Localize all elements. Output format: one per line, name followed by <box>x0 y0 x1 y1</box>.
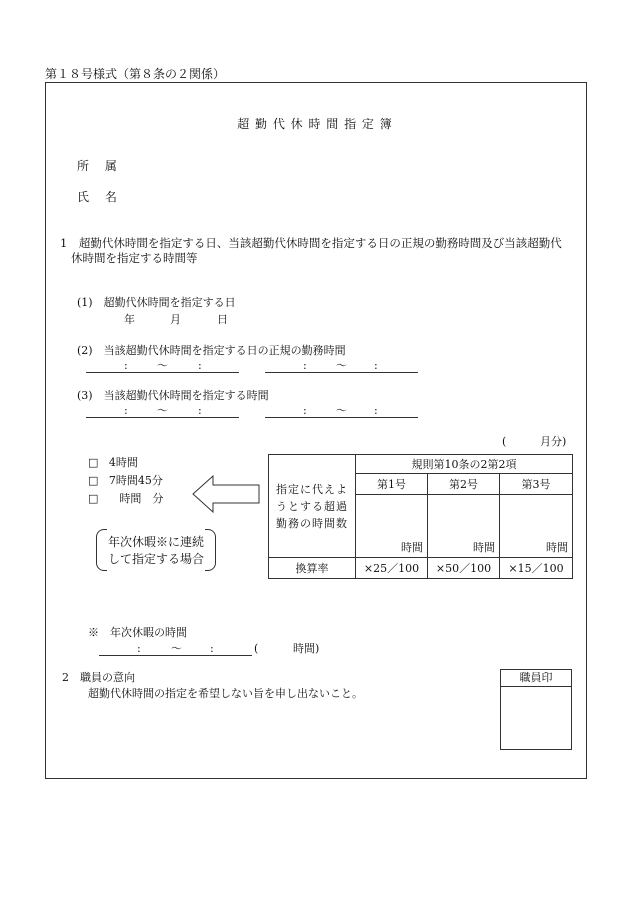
staff-seal-label: 職員印 <box>501 670 571 687</box>
item3-colon-3: : <box>303 404 307 417</box>
item1-label: (1) 超勤代休時間を指定する日 <box>77 296 236 309</box>
month-label: 月 <box>170 313 181 326</box>
hours-cell-3[interactable]: 時間 <box>500 495 573 558</box>
note-line1: 年次休暇※に連続 <box>107 535 204 549</box>
option-4h <box>88 457 138 468</box>
section1-heading-line1: 1 超勤代休時間を指定する日、当該超勤代休時間を指定する日の正規の勤務時間及び当該超勤代 <box>60 236 562 250</box>
section2-heading: 2 職員の意向 <box>62 671 135 684</box>
note-line2: して指定する場合 <box>107 552 204 566</box>
affiliation-label: 所 属 <box>77 159 117 173</box>
item3-tilde-2: 〜 <box>336 404 347 417</box>
annual-leave-note <box>96 529 216 571</box>
staff-seal-box <box>500 669 572 750</box>
hours-cell-2[interactable]: 時間 <box>428 495 500 558</box>
page-title: 超 勤 代 休 時 間 指 定 簿 <box>237 117 393 131</box>
col-header-3: 第3号 <box>500 474 573 495</box>
annual-leave-colon-1: : <box>137 642 141 655</box>
section1-heading-line2: 休時間を指定する時間等 <box>71 251 198 265</box>
col-header-1: 第1号 <box>356 474 428 495</box>
name-label: 氏 名 <box>77 190 117 204</box>
hours-cell-1[interactable]: 時間 <box>356 495 428 558</box>
item3-underline-1 <box>86 417 239 418</box>
item3-colon-1: : <box>124 404 128 417</box>
month-share-label: 月分) <box>540 435 567 448</box>
section2-text: 超勤代休時間の指定を希望しない旨を申し出ないこと。 <box>88 687 363 700</box>
rate-3: ×15／100 <box>500 558 573 579</box>
day-label: 日 <box>217 313 228 326</box>
option-label: 時間 分 <box>119 492 164 505</box>
annual-leave-label: ※ 年次休暇の時間 <box>88 626 187 639</box>
col-header-2: 第2号 <box>428 474 500 495</box>
rule-header: 規則第10条の2第2項 <box>356 455 573 474</box>
item3-tilde-1: 〜 <box>157 404 168 417</box>
annual-leave-tilde: 〜 <box>171 642 182 655</box>
item2-label: (2) 当該超勤代休時間を指定する日の正規の勤務時間 <box>77 344 346 357</box>
item3-underline-2 <box>265 417 418 418</box>
item3-colon-2: : <box>198 404 202 417</box>
item2-colon-1: : <box>124 359 128 372</box>
option-label: 4時間 <box>108 456 138 469</box>
checkbox-icon[interactable]: □ <box>88 474 99 487</box>
overtime-hours-header: 指定に代えよ うとする超過 勤務の時間数 <box>269 455 356 558</box>
month-share-open-paren: ( <box>502 435 507 448</box>
item2-colon-4: : <box>374 359 378 372</box>
checkbox-icon[interactable]: □ <box>88 456 99 469</box>
item2-tilde-1: 〜 <box>157 359 168 372</box>
option-custom-time <box>88 493 163 504</box>
item2-underline-2 <box>265 372 418 373</box>
left-arrow-icon <box>191 474 261 514</box>
annual-leave-underline <box>99 655 252 656</box>
item2-colon-2: : <box>198 359 202 372</box>
rate-label: 換算率 <box>269 558 356 579</box>
option-7h45m <box>88 475 163 486</box>
rate-2: ×50／100 <box>428 558 500 579</box>
item2-colon-3: : <box>303 359 307 372</box>
year-label: 年 <box>124 313 135 326</box>
item2-tilde-2: 〜 <box>336 359 347 372</box>
option-label: 7時間45分 <box>108 474 163 487</box>
rate-1: ×25／100 <box>356 558 428 579</box>
item3-colon-4: : <box>374 404 378 417</box>
item2-underline-1 <box>86 372 239 373</box>
conversion-table <box>268 454 573 579</box>
annual-leave-open-paren: ( <box>254 642 259 655</box>
form-number: 第１８号様式（第８条の２関係） <box>45 67 226 81</box>
annual-leave-hours-label: 時間) <box>293 642 320 655</box>
checkbox-icon[interactable]: □ <box>88 492 99 505</box>
annual-leave-colon-2: : <box>210 642 214 655</box>
item3-label: (3) 当該超勤代休時間を指定する時間 <box>77 389 269 402</box>
